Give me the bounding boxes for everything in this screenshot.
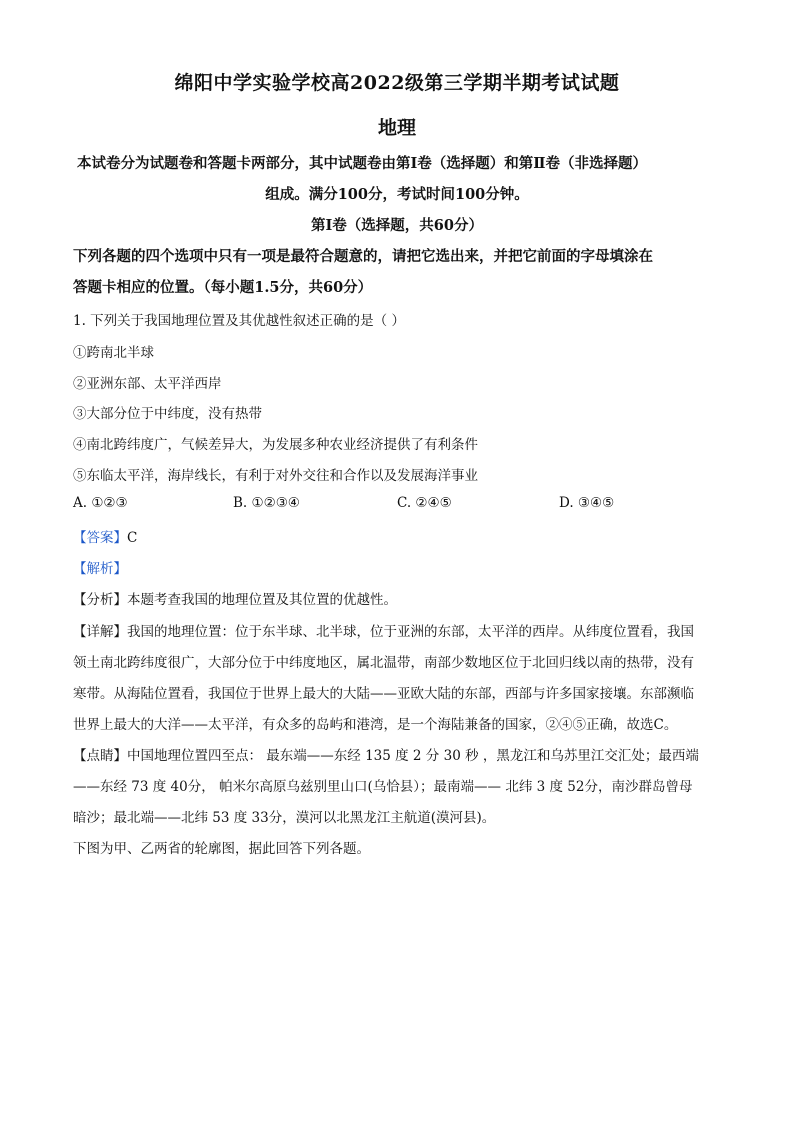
question-item: ①跨南北半球 xyxy=(73,345,154,361)
subject-title: 地理 xyxy=(377,117,416,139)
point-text: 中国地理位置四至点： 最东端——东经 135 度 2 分 30 秒 ，黑龙江和乌苏里江交汇处；最西端 xyxy=(127,748,699,764)
option-d: D. ③④⑤ xyxy=(559,495,615,511)
detail-line-4: 世界上最大的大洋——太平洋，有众多的岛屿和港湾，是一个海陆兼备的国家，②④⑤正确，故选C。 xyxy=(73,717,678,733)
point-line-2: ——东经 73 度 40分， 帕米尔高原乌兹别里山口(乌恰县）；最南端—— 北纬 3 度 52分，南沙群岛曾母 xyxy=(73,779,693,795)
detail-text: 我国的地理位置：位于东半球、北半球，位于亚洲的东部，太平洋的西岸。从纬度位置看，我国 xyxy=(127,624,694,640)
detail-line-2: 领土南北跨纬度很广，大部分位于中纬度地区，属北温带，南部少数地区位于北回归线以南的热带，没有 xyxy=(73,655,694,671)
analysis-label: 【解析】 xyxy=(73,561,127,577)
question-item: ②亚洲东部、太平洋西岸 xyxy=(73,376,222,392)
intro-line-2: 组成。满分100分，考试时间100分钟。 xyxy=(265,186,529,203)
point-line-1 xyxy=(73,744,699,764)
question-item: ③大部分位于中纬度，没有热带 xyxy=(73,406,262,422)
answer-label: 【答案】 xyxy=(73,530,127,546)
detail-line-3: 寒带。从海陆位置看，我国位于世界上最大的大陆——亚欧大陆的东部，西部与许多国家接壤。东部濒临 xyxy=(73,686,694,702)
instruction-line-2: 答题卡相应的位置。（每小题1.5分，共60分） xyxy=(73,279,373,296)
exam-title: 绵阳中学实验学校高2022级第三学期半期考试试题 xyxy=(174,72,620,94)
next-question-intro: 下图为甲、乙两省的轮廓图，据此回答下列各题。 xyxy=(73,841,370,857)
fenxi-text: 本题考查我国的地理位置及其位置的优越性。 xyxy=(127,592,397,608)
question-item: ④南北跨纬度广，气候差异大，为发展多种农业经济提供了有利条件 xyxy=(73,437,478,453)
analysis-line xyxy=(73,557,127,577)
intro-line-1: 本试卷分为试题卷和答题卡两部分，其中试题卷由第Ⅰ卷（选择题）和第Ⅱ卷（非选择题） xyxy=(77,155,647,172)
option-c: C. ②④⑤ xyxy=(397,495,452,511)
question-item: ⑤东临太平洋，海岸线长，有利于对外交往和合作以及发展海洋事业 xyxy=(73,468,478,484)
instruction-line-1: 下列各题的四个选项中只有一项是最符合题意的，请把它选出来，并把它前面的字母填涂在 xyxy=(73,248,653,265)
detail-line-1 xyxy=(73,620,694,640)
point-line-3: 暗沙；最北端——北纬 53 度 33分，漠河以北黑龙江主航道(漠河县)。 xyxy=(73,810,496,826)
section-heading: 第Ⅰ卷（选择题，共60分） xyxy=(311,217,483,234)
question-1-stem: 1. 下列关于我国地理位置及其优越性叙述正确的是（ ） xyxy=(73,313,405,329)
fenxi-label: 【分析】 xyxy=(73,592,127,608)
answer-line xyxy=(73,526,137,546)
detail-label: 【详解】 xyxy=(73,624,127,640)
fenxi-line xyxy=(73,588,397,608)
option-b: B. ①②③④ xyxy=(233,495,300,511)
point-label: 【点睛】 xyxy=(73,748,127,764)
answer-value: C xyxy=(127,530,138,546)
option-a: A. ①②③ xyxy=(73,495,128,511)
